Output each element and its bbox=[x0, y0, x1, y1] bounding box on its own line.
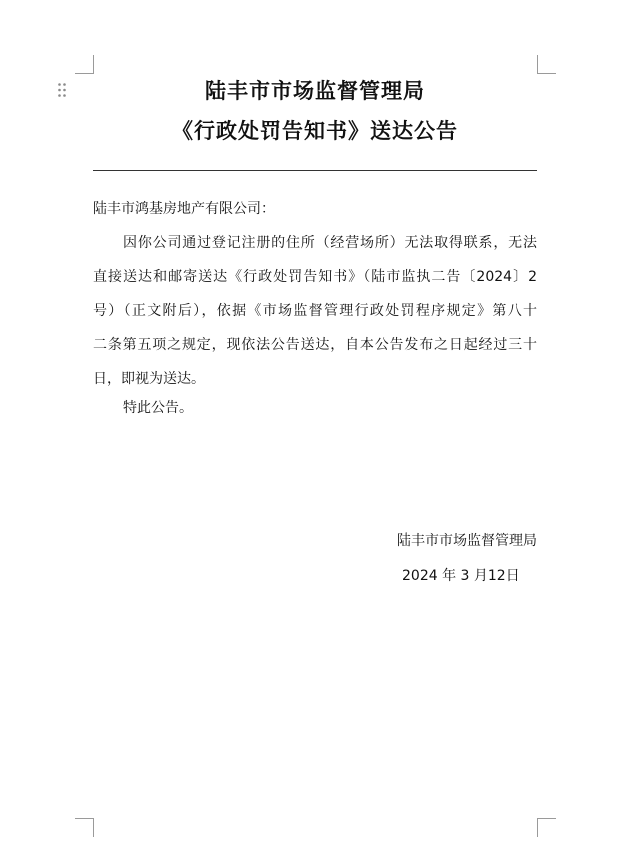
page-corner-mark-bottom-right bbox=[537, 818, 556, 837]
title-divider bbox=[93, 170, 537, 171]
signature-date: 2024 年 3 月12日 bbox=[402, 568, 520, 584]
signature-organization: 陆丰市市场监督管理局 bbox=[397, 533, 537, 549]
page-corner-mark-bottom-left bbox=[75, 818, 94, 837]
closing-phrase: 特此公告。 bbox=[123, 400, 193, 416]
document-title-line-1: 陆丰市市场监督管理局 bbox=[205, 78, 425, 103]
body-line: 直接送达和邮寄送达《行政处罚告知书》（陆市监执二告〔2024〕2 bbox=[93, 269, 537, 285]
body-line: 因你公司通过登记注册的住所（经营场所）无法取得联系，无法 bbox=[123, 235, 537, 251]
addressee: 陆丰市鸿基房地产有限公司： bbox=[93, 201, 275, 217]
body-paragraph bbox=[93, 226, 537, 396]
drag-handle-icon[interactable] bbox=[57, 82, 67, 98]
document-title-line-2: 《行政处罚告知书》送达公告 bbox=[172, 118, 458, 143]
page-corner-mark-top-left bbox=[75, 55, 94, 74]
page-corner-mark-top-right bbox=[537, 55, 556, 74]
body-line: 日，即视为送达。 bbox=[93, 371, 205, 387]
body-line: 二条第五项之规定，现依法公告送达，自本公告发布之日起经过三十 bbox=[93, 337, 537, 353]
body-line: 号）（正文附后），依据《市场监督管理行政处罚程序规定》第八十 bbox=[93, 303, 537, 319]
